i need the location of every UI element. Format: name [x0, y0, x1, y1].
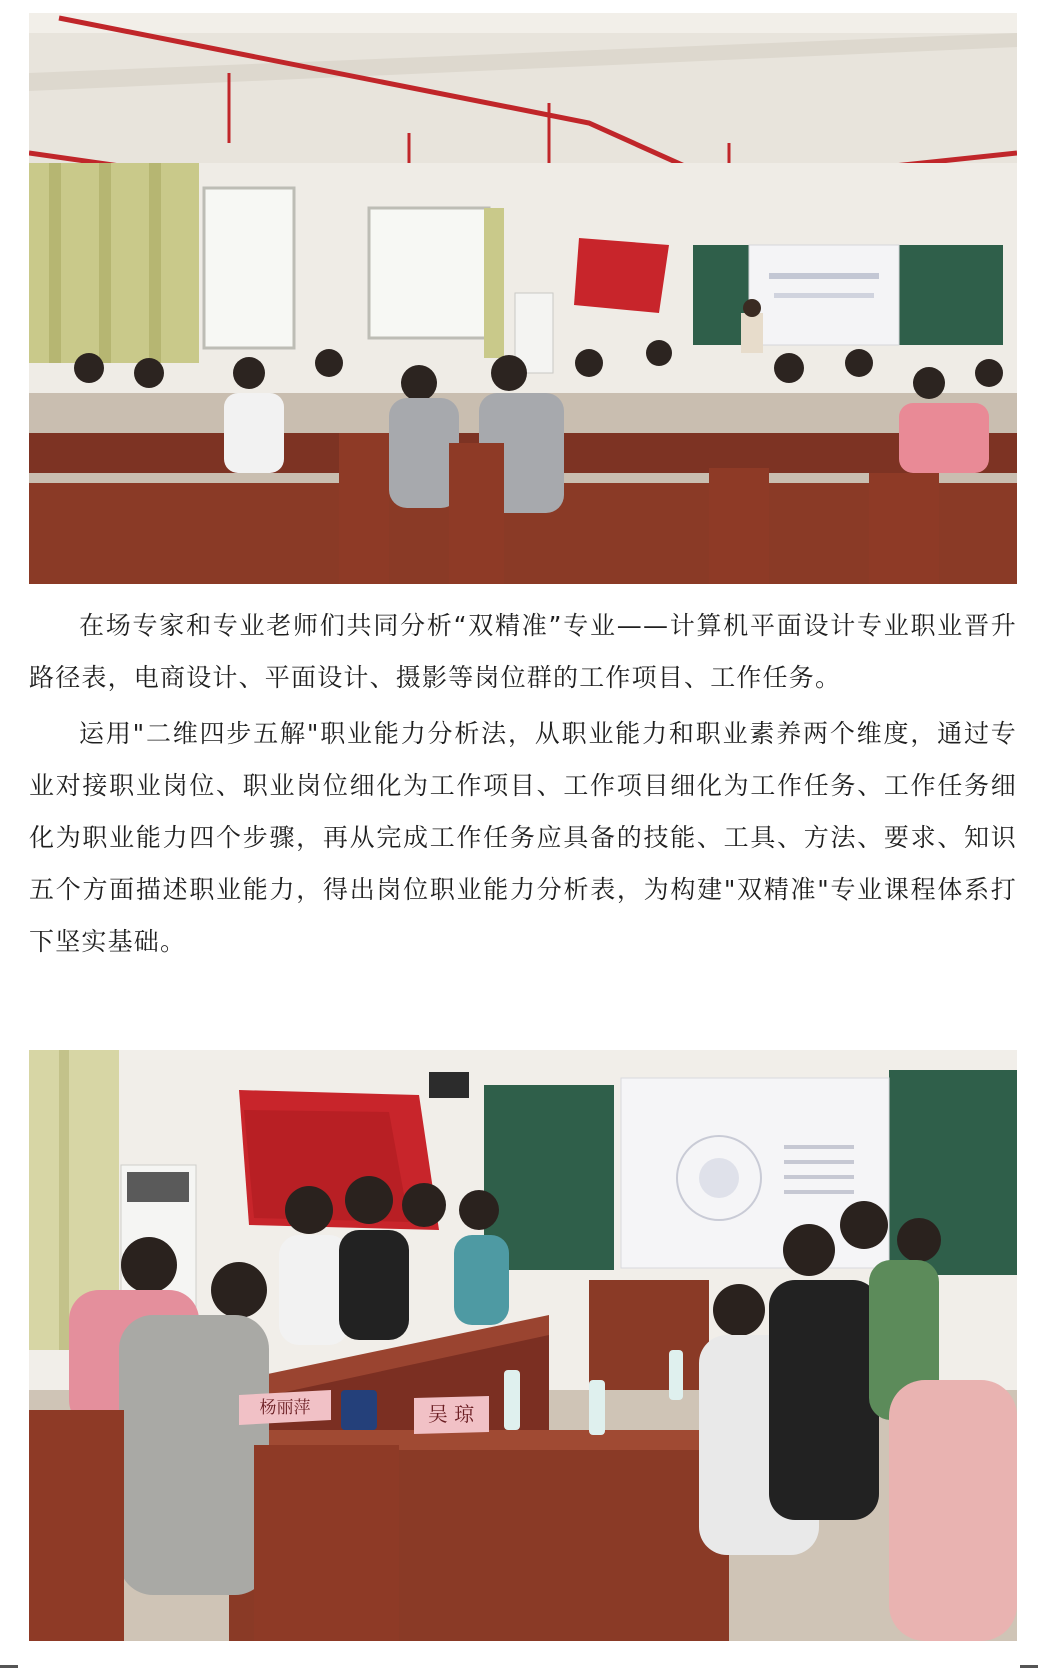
article-body: [29, 600, 1017, 968]
paragraph-2: 运用"二维四步五解"职业能力分析法，从职业能力和职业素养两个维度，通过专业对接职业岗位、职业岗位细化为工作项目、工作项目细化为工作任务、工作任务细化为职业能力四个步骤，再从完成工作任务应具备的技能、工具、方法、要求、知识五个方面描述职业能力，得出岗位职业能力分析表，为构建"双精准"专业课程体系打下坚实基础。: [29, 719, 1017, 956]
discussion-photo-illustration: [29, 1050, 1017, 1641]
classroom-photo-illustration: [29, 13, 1017, 584]
paragraph-1: 在场专家和专业老师们共同分析“双精准”专业——计算机平面设计专业职业晋升路径表，电商设计、平面设计、摄影等岗位群的工作项目、工作任务。: [29, 611, 1017, 692]
name-card-1-text: 杨丽萍: [259, 1398, 311, 1418]
name-card-2: [414, 1396, 489, 1434]
name-card-2-text: 吴 琼: [427, 1402, 475, 1426]
classroom-meeting-photo: [29, 13, 1017, 584]
name-card-1: [239, 1390, 331, 1425]
table-discussion-photo: [29, 1050, 1017, 1641]
